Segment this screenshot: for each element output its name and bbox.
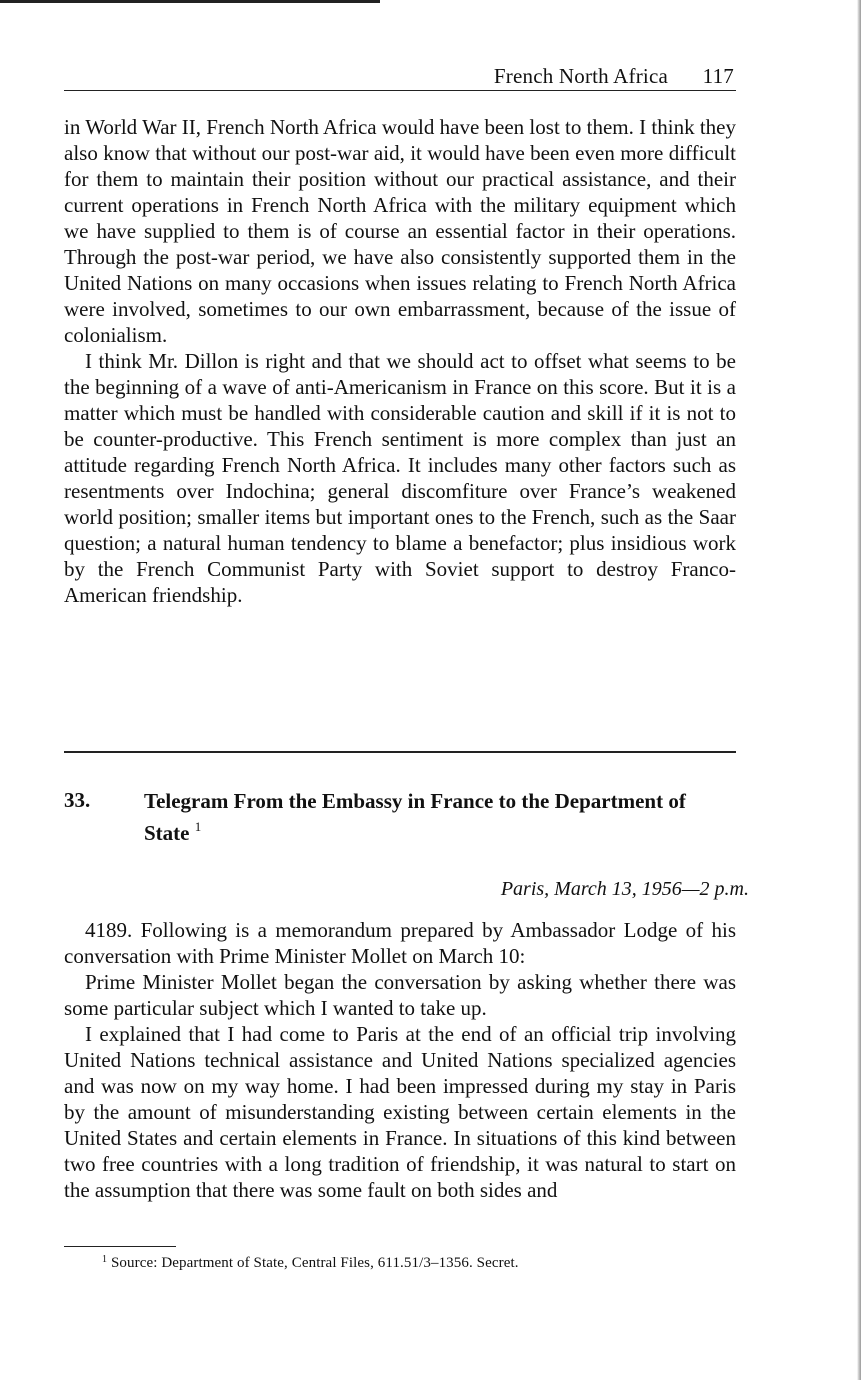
footnote-rule: [64, 1246, 176, 1247]
continuation-text: [64, 114, 736, 608]
page-top-edge: [0, 0, 380, 3]
footnote-reference: 1: [194, 819, 202, 834]
document-body: [64, 917, 736, 1203]
continuation-paragraph-2: I think Mr. Dillon is right and that we should act to offset what seems to be the beginning of a wave of anti-Americanism in France on this score. But it is a matter which must be handled with considerable caution and skill if it is not to be counter-productive. This French sentiment is more complex than just an attitude regarding French North Africa. It includes many other factors such as resentments over Indochina; general discomfiture over France’s weakened world position; smaller items but important ones to the French, such as the Saar question; a natural human tendency to blame a benefactor; plus insidious work by the French Communist Party with Soviet support to destroy Franco-American friendship.: [64, 349, 736, 607]
running-head-title: French North Africa: [493, 64, 668, 88]
running-head: [64, 64, 736, 91]
document-number: 33.: [64, 788, 91, 812]
page-binding-edge: [857, 0, 861, 1380]
footnote: [102, 1254, 519, 1272]
section-divider: [64, 751, 736, 753]
document-title-text: Telegram From the Embassy in France to the Department of State: [144, 789, 686, 845]
document-paragraph-2: Prime Minister Mollet began the conversation by asking whether there was some particular subject which I wanted to take up.: [64, 970, 736, 1020]
footnote-marker: 1: [102, 1254, 108, 1265]
dateline: Paris, March 13, 1956—2 p.m.: [500, 878, 749, 900]
footnote-text: Source: Department of State, Central Files, 611.51/3–1356. Secret.: [110, 1255, 519, 1271]
document-paragraph-1: 4189. Following is a memorandum prepared by Ambassador Lodge of his conversation with Prime Minister Mollet on March 10:: [64, 918, 736, 968]
document-paragraph-3: I explained that I had come to Paris at the end of an official trip involving United Nations technical assistance and United Nations specialized agencies and was now on my way home. I had been impressed during my stay in Paris by the amount of misunderstanding existing between certain elements in the United States and certain elements in France. In situations of this kind between two free countries with a long tradition of friendship, it was natural to start on the assumption that there was some fault on both sides and: [64, 1022, 736, 1202]
page-number: 117: [702, 64, 734, 88]
continuation-paragraph-1: in World War II, French North Africa would have been lost to them. I think they also know that without our post-war aid, it would have been even more difficult for them to maintain their position without our practical assistance, and their current operations in French North Africa with the military equipment which we have supplied to them is of course an essential factor in their operations. Through the post-war period, we have also consistently supported them in the United Nations on many occasions when issues relating to French North Africa were involved, sometimes to our own embarrassment, because of the issue of colonialism.: [64, 115, 736, 347]
document-title: [144, 788, 736, 846]
